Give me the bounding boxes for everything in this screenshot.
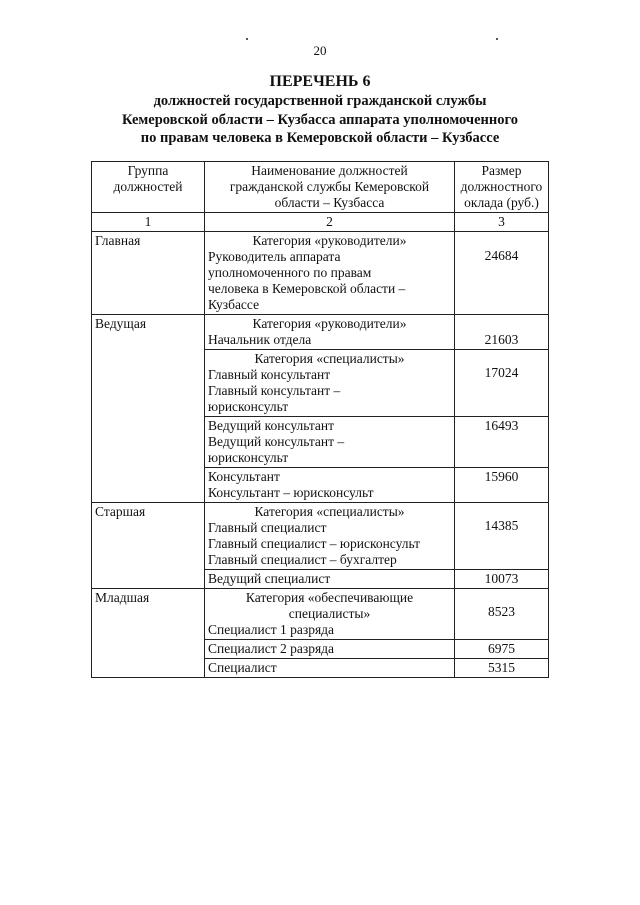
group-name: Ведущая	[92, 315, 205, 503]
position-cell	[205, 570, 455, 589]
page-number: 20	[313, 43, 327, 58]
position-cell	[205, 350, 455, 417]
position-name: юрисконсульт	[208, 399, 289, 414]
category-label: специалисты»	[288, 606, 371, 621]
position-name: Специалист	[208, 660, 277, 675]
position-name: Консультант	[208, 469, 280, 484]
position-name: Консультант – юрисконсульт	[208, 485, 374, 500]
salary-value: 15960	[455, 468, 549, 503]
position-name: Кузбассе	[208, 297, 260, 312]
column-number: 1	[92, 213, 205, 232]
table-row	[92, 589, 549, 640]
salary-value: 10073	[455, 570, 549, 589]
position-cell	[205, 417, 455, 468]
column-number: 2	[205, 213, 455, 232]
position-name: Главный специалист – юрисконсульт	[208, 536, 421, 551]
position-cell	[205, 589, 455, 640]
category-label: Категория «специалисты»	[254, 351, 405, 366]
table-row	[92, 315, 549, 350]
table-row	[92, 503, 549, 570]
salary-value: 24684	[455, 232, 549, 315]
category-label: Категория «руководители»	[252, 233, 407, 248]
position-cell	[205, 503, 455, 570]
position-name: Ведущий консультант	[208, 418, 335, 433]
salary-value: 16493	[455, 417, 549, 468]
position-name: уполномоченного по правам	[208, 265, 372, 280]
table-header-row	[92, 162, 549, 213]
category-label: Категория «обеспечивающие	[245, 590, 414, 605]
position-cell	[205, 640, 455, 659]
header-group: Группа должностей	[92, 162, 205, 213]
position-name: Начальник отдела	[208, 332, 312, 347]
position-name: Ведущий специалист	[208, 571, 331, 586]
salary-value: 6975	[455, 640, 549, 659]
salary-value: 5315	[455, 659, 549, 678]
header-position-name: Наименование должностей гражданской службы Кемеровской области – Кузбасса	[205, 162, 455, 213]
document-title: ПЕРЕЧЕНЬ 6	[269, 73, 371, 90]
header-salary: Размер должностного оклада (руб.)	[455, 162, 549, 213]
position-cell	[205, 232, 455, 315]
subtitle-line: Кемеровской области – Кузбасса аппарата уполномоченного	[122, 111, 518, 128]
salary-value: 21603	[455, 315, 549, 350]
position-name: Ведущий консультант –	[208, 434, 345, 449]
position-name: Главный консультант –	[208, 383, 341, 398]
position-name: Главный специалист – бухгалтер	[208, 552, 397, 567]
scan-speck	[246, 38, 248, 40]
category-label: Категория «специалисты»	[254, 504, 405, 519]
subtitle-line: должностей государственной гражданской службы	[153, 93, 487, 109]
subtitle-line: по правам человека в Кемеровской области – Кузбассе	[140, 130, 500, 146]
scan-speck	[496, 38, 498, 40]
document-subtitle	[60, 92, 580, 148]
position-name: Специалист 2 разряда	[208, 641, 335, 656]
position-cell	[205, 315, 455, 350]
position-name: Главный специалист	[208, 520, 327, 535]
salary-value: 14385	[455, 503, 549, 570]
positions-table	[91, 161, 549, 678]
position-name: Руководитель аппарата	[208, 249, 341, 264]
column-numbers-row	[92, 213, 549, 232]
column-number: 3	[455, 213, 549, 232]
group-name: Младшая	[92, 589, 205, 678]
category-label: Категория «руководители»	[252, 316, 407, 331]
salary-value: 8523	[455, 589, 549, 640]
table-row	[92, 232, 549, 315]
position-name: человека в Кемеровской области –	[208, 281, 406, 296]
salary-value: 17024	[455, 350, 549, 417]
position-cell	[205, 468, 455, 503]
position-name: Специалист 1 разряда	[208, 622, 335, 637]
position-name: Главный консультант	[208, 367, 331, 382]
position-cell	[205, 659, 455, 678]
group-name: Старшая	[92, 503, 205, 589]
group-name: Главная	[92, 232, 205, 315]
position-name: юрисконсульт	[208, 450, 289, 465]
